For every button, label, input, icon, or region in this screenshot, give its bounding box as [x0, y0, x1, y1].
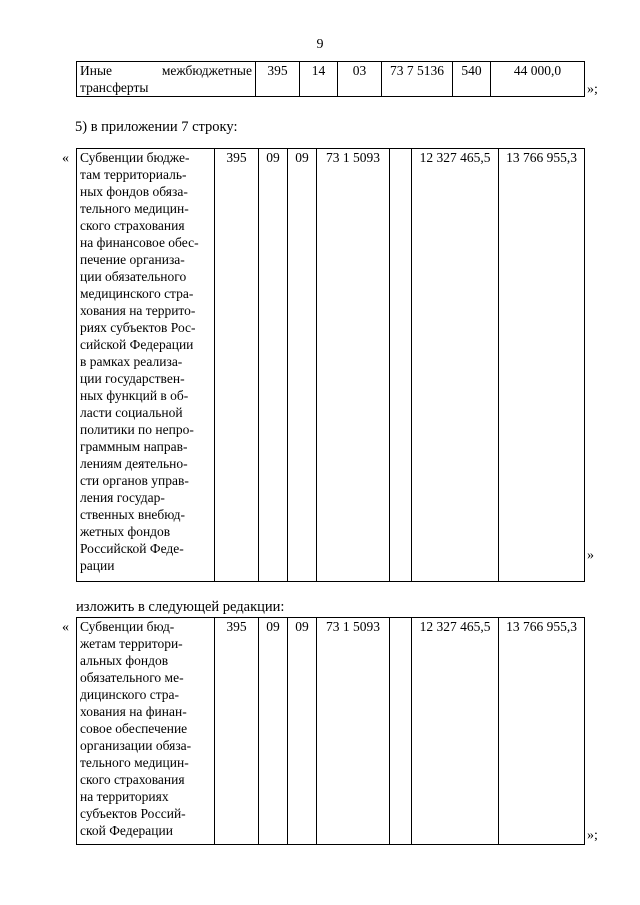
sum-2015-cell: 13 766 955,3	[499, 149, 585, 582]
budget-table-2	[76, 148, 585, 582]
csr-code-cell: 73 1 5093	[317, 149, 390, 582]
sum-cell: 44 000,0	[491, 62, 585, 97]
vr-code-cell	[390, 618, 412, 845]
csr-code-cell: 73 1 5093	[317, 618, 390, 845]
closing-quote-mark: »;	[587, 82, 598, 97]
vr-code-cell	[390, 149, 412, 582]
page-number: 9	[316, 37, 324, 52]
paragraph-new-edition: изложить в следующей редакции:	[76, 599, 285, 615]
budget-table-3	[76, 617, 585, 845]
opening-quote-mark: «	[62, 620, 69, 635]
pr-code-cell: 09	[288, 618, 317, 845]
closing-quote-mark: »	[587, 548, 594, 563]
row-name-cell: Субвенции бюд- жетам территори- альных фондов обязательного ме- дицинского стра- хования на финан- совое обеспечение организации обяза- тельного медицин- ского страхования на территориях субъектов Россий- ской Федерации	[77, 618, 215, 845]
table-row	[77, 149, 585, 582]
pr-code-cell: 03	[338, 62, 382, 97]
table-row	[77, 62, 585, 97]
sum-2015-cell: 13 766 955,3	[499, 618, 585, 845]
row-name-cell: Иные межбюджетные трансферты	[77, 62, 256, 97]
csr-code-cell: 73 7 5136	[382, 62, 453, 97]
row-name-cell: Субвенции бюдже- там территориаль- ных фондов обяза- тельного медицин- ского страхования на финансовое обес- печение организа- ции обязательного медицинского стра- хования на террито- риях субъектов Рос- сийской Федерации в рамках реализа- ции государствен- ных функций в об- ласти социальной политики по непро- граммным направ- лениям деятельно- сти органов управ- ления государ- ственных внебюд- жетных фондов Российской Феде- рации	[77, 149, 215, 582]
gr-code-cell: 395	[215, 149, 259, 582]
sum-2014-cell: 12 327 465,5	[412, 149, 499, 582]
paragraph-item-5: 5) в приложении 7 строку:	[75, 119, 238, 135]
rz-code-cell: 09	[259, 618, 288, 845]
pr-code-cell: 09	[288, 149, 317, 582]
table-row	[77, 618, 585, 845]
rz-code-cell: 14	[300, 62, 338, 97]
gr-code-cell: 395	[256, 62, 300, 97]
vr-code-cell: 540	[453, 62, 491, 97]
opening-quote-mark: «	[62, 151, 69, 166]
sum-2014-cell: 12 327 465,5	[412, 618, 499, 845]
gr-code-cell: 395	[215, 618, 259, 845]
budget-table-1	[76, 61, 585, 97]
closing-quote-mark: »;	[587, 828, 598, 843]
rz-code-cell: 09	[259, 149, 288, 582]
